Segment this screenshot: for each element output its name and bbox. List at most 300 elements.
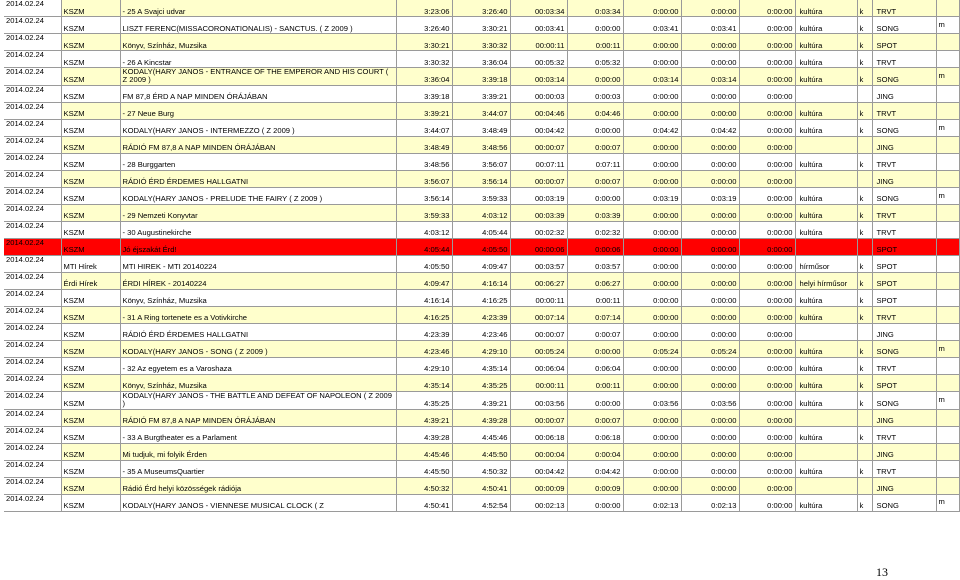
cell-duration-2: 0:00:07 [567,136,623,153]
cell-duration-3: 0:00:00 [623,306,681,323]
cell-start-time: 3:59:33 [396,204,452,221]
cell-date: 2014.02.24 [4,477,61,494]
cell-date: 2014.02.24 [4,170,61,187]
cell-start-time: 3:56:07 [396,170,452,187]
cell-genre: kultúra [795,426,857,443]
cell-k-flag: k [857,306,872,323]
cell-date: 2014.02.24 [4,17,61,34]
cell-duration-2: 0:00:07 [567,409,623,426]
table-row [4,409,959,426]
cell-k-flag: k [857,391,872,409]
cell-duration-5: 0:00:00 [739,477,795,494]
cell-title: KODALY(HARY JANOS - SONG ( Z 2009 ) [120,340,396,357]
cell-genre: kultúra [795,17,857,34]
cell-m-flag [936,306,959,323]
cell-type: SONG [872,494,936,511]
cell-date: 2014.02.24 [4,153,61,170]
cell-type: TRVT [872,460,936,477]
cell-k-flag: k [857,255,872,272]
cell-duration-5: 0:00:00 [739,204,795,221]
cell-genre: kultúra [795,340,857,357]
cell-k-flag [857,443,872,460]
cell-duration-2: 0:00:11 [567,289,623,306]
table-row [4,51,959,68]
cell-end-time: 4:45:46 [452,426,510,443]
cell-date: 2014.02.24 [4,255,61,272]
cell-genre [795,323,857,340]
cell-duration-3: 0:00:00 [623,170,681,187]
table-row [4,170,959,187]
cell-m-flag [936,136,959,153]
cell-type: TRVT [872,306,936,323]
cell-duration-3: 0:03:14 [623,68,681,86]
cell-genre: kultúra [795,460,857,477]
cell-k-flag [857,85,872,102]
cell-k-flag: k [857,374,872,391]
cell-title: Rádió Érd helyi közösségek rádiója [120,477,396,494]
cell-title: KODALY(HARY JANOS - INTERMEZZO ( Z 2009 ) [120,119,396,136]
cell-genre [795,136,857,153]
cell-duration-4: 0:00:00 [681,460,739,477]
cell-date: 2014.02.24 [4,187,61,204]
cell-date: 2014.02.24 [4,34,61,51]
table-row [4,0,959,17]
cell-genre [795,409,857,426]
cell-date: 2014.02.24 [4,391,61,409]
cell-duration-2: 0:00:00 [567,391,623,409]
cell-genre: kultúra [795,187,857,204]
cell-date: 2014.02.24 [4,289,61,306]
cell-title: RÁDIÓ ÉRD ÉRDEMES HALLGATNI [120,323,396,340]
cell-genre: kultúra [795,494,857,511]
cell-start-time: 4:39:21 [396,409,452,426]
cell-duration: 00:06:27 [510,272,567,289]
cell-title: - 30 Augustinekirche [120,221,396,238]
cell-duration-3: 0:00:00 [623,443,681,460]
cell-m-flag [936,323,959,340]
cell-duration-3: 0:00:00 [623,51,681,68]
cell-title: - 29 Nemzeti Konyvtar [120,204,396,221]
cell-end-time: 4:16:25 [452,289,510,306]
cell-duration-3: 0:00:00 [623,357,681,374]
cell-duration-2: 0:07:11 [567,153,623,170]
cell-date: 2014.02.24 [4,238,61,255]
cell-k-flag: k [857,187,872,204]
cell-duration-5: 0:00:00 [739,170,795,187]
cell-duration-2: 0:00:00 [567,17,623,34]
cell-date: 2014.02.24 [4,494,61,511]
cell-m-flag: m [936,340,959,357]
cell-genre: kultúra [795,374,857,391]
cell-m-flag: m [936,68,959,86]
cell-type: SONG [872,119,936,136]
cell-duration-2: 0:00:09 [567,477,623,494]
cell-title: LISZT FERENC(MISSACORONATIONALIS) - SANCTUS. ( Z 2009 ) [120,17,396,34]
cell-m-flag [936,255,959,272]
cell-m-flag [936,85,959,102]
cell-date: 2014.02.24 [4,460,61,477]
cell-end-time: 3:39:21 [452,85,510,102]
table-row [4,357,959,374]
cell-end-time: 4:35:25 [452,374,510,391]
cell-m-flag [936,51,959,68]
cell-type: SPOT [872,374,936,391]
cell-duration-2: 0:00:00 [567,119,623,136]
cell-duration: 00:00:11 [510,289,567,306]
cell-duration-4: 0:00:00 [681,306,739,323]
cell-duration-5: 0:00:00 [739,17,795,34]
cell-duration-5: 0:00:00 [739,119,795,136]
cell-k-flag [857,477,872,494]
cell-duration-3: 0:00:00 [623,85,681,102]
cell-end-time: 4:50:41 [452,477,510,494]
cell-start-time: 4:45:46 [396,443,452,460]
cell-start-time: 4:50:41 [396,494,452,511]
cell-duration-3: 0:03:41 [623,17,681,34]
cell-duration-3: 0:00:00 [623,102,681,119]
cell-duration-5: 0:00:00 [739,187,795,204]
table-row [4,187,959,204]
cell-duration-3: 0:00:00 [623,204,681,221]
cell-duration-3: 0:00:00 [623,426,681,443]
cell-duration-5: 0:00:00 [739,409,795,426]
cell-channel: KSZM [61,494,120,511]
cell-genre [795,477,857,494]
cell-type: SPOT [872,238,936,255]
cell-k-flag: k [857,34,872,51]
cell-type: SONG [872,340,936,357]
table-row [4,443,959,460]
cell-date: 2014.02.24 [4,68,61,86]
cell-date: 2014.02.24 [4,443,61,460]
cell-start-time: 4:23:39 [396,323,452,340]
cell-k-flag [857,170,872,187]
cell-title: - 28 Burggarten [120,153,396,170]
cell-date: 2014.02.24 [4,306,61,323]
cell-duration-5: 0:00:00 [739,494,795,511]
cell-duration-2: 0:07:14 [567,306,623,323]
cell-duration-3: 0:00:00 [623,409,681,426]
cell-duration: 00:02:13 [510,494,567,511]
table-row [4,289,959,306]
cell-date: 2014.02.24 [4,136,61,153]
cell-duration-4: 0:00:00 [681,374,739,391]
cell-duration-4: 0:00:00 [681,51,739,68]
cell-channel: KSZM [61,306,120,323]
cell-duration-4: 0:00:00 [681,153,739,170]
cell-end-time: 3:30:32 [452,34,510,51]
cell-duration-5: 0:00:00 [739,426,795,443]
cell-type: JING [872,136,936,153]
cell-duration-3: 0:00:00 [623,34,681,51]
cell-type: SONG [872,68,936,86]
cell-duration-3: 0:00:00 [623,477,681,494]
cell-duration-2: 0:06:04 [567,357,623,374]
cell-duration-2: 0:00:07 [567,170,623,187]
cell-k-flag: k [857,119,872,136]
cell-duration-3: 0:00:00 [623,238,681,255]
cell-duration-2: 0:04:46 [567,102,623,119]
cell-date: 2014.02.24 [4,221,61,238]
cell-channel: KSZM [61,221,120,238]
table-row [4,204,959,221]
cell-duration-2: 0:00:00 [567,494,623,511]
cell-channel: KSZM [61,443,120,460]
cell-duration-5: 0:00:00 [739,289,795,306]
cell-channel: KSZM [61,289,120,306]
cell-duration-4: 0:00:00 [681,443,739,460]
cell-duration-2: 0:03:39 [567,204,623,221]
table-row [4,374,959,391]
cell-m-flag [936,34,959,51]
table-row [4,460,959,477]
cell-m-flag [936,426,959,443]
cell-duration-4: 0:00:00 [681,204,739,221]
cell-m-flag [936,272,959,289]
cell-duration-5: 0:00:00 [739,272,795,289]
cell-duration-2: 0:00:11 [567,34,623,51]
cell-m-flag [936,238,959,255]
cell-duration-4: 0:03:41 [681,17,739,34]
table-row [4,153,959,170]
cell-title: - 26 A Kincstar [120,51,396,68]
cell-start-time: 4:05:50 [396,255,452,272]
cell-type: SPOT [872,255,936,272]
cell-end-time: 4:39:21 [452,391,510,409]
cell-genre [795,85,857,102]
cell-m-flag [936,443,959,460]
cell-duration-5: 0:00:00 [739,68,795,86]
cell-genre: kultúra [795,221,857,238]
cell-channel: KSZM [61,204,120,221]
cell-date: 2014.02.24 [4,85,61,102]
cell-genre [795,170,857,187]
cell-genre: kultúra [795,34,857,51]
cell-genre: kultúra [795,306,857,323]
cell-k-flag: k [857,0,872,17]
cell-duration-4: 0:00:00 [681,34,739,51]
cell-duration-2: 0:00:11 [567,374,623,391]
cell-k-flag [857,323,872,340]
cell-duration-5: 0:00:00 [739,306,795,323]
cell-m-flag [936,409,959,426]
table-row [4,136,959,153]
cell-genre: hírműsor [795,255,857,272]
cell-title: - 35 A MuseumsQuartier [120,460,396,477]
cell-end-time: 3:56:14 [452,170,510,187]
cell-end-time: 3:59:33 [452,187,510,204]
cell-k-flag: k [857,153,872,170]
cell-duration-2: 0:05:32 [567,51,623,68]
cell-duration: 00:05:24 [510,340,567,357]
cell-k-flag: k [857,289,872,306]
table-row [4,34,959,51]
cell-duration-5: 0:00:00 [739,34,795,51]
cell-channel: KSZM [61,51,120,68]
table-row [4,477,959,494]
cell-m-flag [936,0,959,17]
cell-duration: 00:03:56 [510,391,567,409]
cell-duration: 00:04:42 [510,460,567,477]
cell-duration-4: 0:00:00 [681,85,739,102]
cell-start-time: 4:35:14 [396,374,452,391]
cell-duration-3: 0:02:13 [623,494,681,511]
cell-k-flag: k [857,51,872,68]
cell-end-time: 4:05:50 [452,238,510,255]
cell-date: 2014.02.24 [4,272,61,289]
cell-channel: KSZM [61,357,120,374]
cell-start-time: 3:39:18 [396,85,452,102]
cell-date: 2014.02.24 [4,357,61,374]
cell-end-time: 4:29:10 [452,340,510,357]
table-row [4,494,959,511]
cell-title: RÁDIÓ FM 87,8 A NAP MINDEN ÓRÁJÁBAN [120,136,396,153]
cell-duration-4: 0:03:14 [681,68,739,86]
cell-channel: KSZM [61,374,120,391]
cell-type: TRVT [872,426,936,443]
cell-type: TRVT [872,153,936,170]
cell-title: KODALY(HARY JANOS - VIENNESE MUSICAL CLOCK ( Z [120,494,396,511]
cell-duration-4: 0:00:00 [681,477,739,494]
cell-genre: kultúra [795,153,857,170]
cell-m-flag [936,102,959,119]
cell-duration-5: 0:00:00 [739,0,795,17]
cell-m-flag [936,460,959,477]
cell-start-time: 3:36:04 [396,68,452,86]
cell-duration-2: 0:04:42 [567,460,623,477]
cell-end-time: 3:44:07 [452,102,510,119]
cell-duration: 00:05:32 [510,51,567,68]
cell-duration-3: 0:00:00 [623,153,681,170]
cell-title: RÁDIÓ FM 87,8 A NAP MINDEN ÓRÁJÁBAN [120,409,396,426]
cell-duration-2: 0:06:18 [567,426,623,443]
cell-genre: kultúra [795,68,857,86]
cell-duration-2: 0:00:04 [567,443,623,460]
cell-end-time: 4:39:28 [452,409,510,426]
cell-genre: kultúra [795,357,857,374]
cell-date: 2014.02.24 [4,374,61,391]
cell-m-flag [936,289,959,306]
cell-duration-3: 0:03:19 [623,187,681,204]
cell-m-flag: m [936,494,959,511]
cell-k-flag: k [857,204,872,221]
cell-duration: 00:03:14 [510,68,567,86]
cell-duration: 00:00:07 [510,136,567,153]
table-row [4,119,959,136]
cell-title: - 25 A Svajci udvar [120,0,396,17]
cell-channel: Érdi Hírek [61,272,120,289]
cell-genre: kultúra [795,0,857,17]
cell-type: TRVT [872,204,936,221]
cell-channel: KSZM [61,136,120,153]
cell-k-flag: k [857,357,872,374]
cell-duration: 00:00:11 [510,374,567,391]
cell-title: KODALY(HARY JANOS - ENTRANCE OF THE EMPEROR AND HIS COURT ( Z 2009 ) [120,68,396,86]
cell-k-flag [857,409,872,426]
cell-duration-4: 0:00:00 [681,409,739,426]
cell-duration-5: 0:00:00 [739,136,795,153]
cell-duration-2: 0:06:27 [567,272,623,289]
cell-end-time: 4:03:12 [452,204,510,221]
cell-title: - 27 Neue Burg [120,102,396,119]
cell-m-flag: m [936,119,959,136]
cell-duration: 00:03:19 [510,187,567,204]
cell-type: JING [872,323,936,340]
cell-date: 2014.02.24 [4,204,61,221]
cell-duration: 00:00:07 [510,323,567,340]
cell-duration-5: 0:00:00 [739,221,795,238]
cell-duration: 00:03:57 [510,255,567,272]
cell-type: JING [872,477,936,494]
cell-end-time: 4:16:14 [452,272,510,289]
cell-duration: 00:00:07 [510,409,567,426]
cell-channel: KSZM [61,68,120,86]
cell-duration-5: 0:00:00 [739,340,795,357]
cell-duration-5: 0:00:00 [739,255,795,272]
cell-duration: 00:00:04 [510,443,567,460]
cell-duration-3: 0:00:00 [623,323,681,340]
cell-duration-2: 0:03:34 [567,0,623,17]
cell-channel: KSZM [61,426,120,443]
cell-channel: KSZM [61,0,120,17]
table-row [4,221,959,238]
cell-end-time: 3:48:49 [452,119,510,136]
cell-channel: KSZM [61,17,120,34]
cell-end-time: 4:23:39 [452,306,510,323]
cell-end-time: 4:45:50 [452,443,510,460]
cell-duration-3: 0:00:00 [623,272,681,289]
cell-m-flag: m [936,187,959,204]
cell-duration: 00:00:06 [510,238,567,255]
cell-duration: 00:06:18 [510,426,567,443]
cell-duration-4: 0:00:00 [681,238,739,255]
cell-duration: 00:06:04 [510,357,567,374]
cell-duration-4: 0:00:00 [681,323,739,340]
cell-title: KODALY(HARY JANOS - THE BATTLE AND DEFEAT OF NAPOLEON ( Z 2009 ) [120,391,396,409]
cell-channel: KSZM [61,119,120,136]
cell-type: SONG [872,391,936,409]
cell-duration-4: 0:00:00 [681,0,739,17]
cell-m-flag [936,170,959,187]
cell-end-time: 4:09:47 [452,255,510,272]
cell-duration: 00:02:32 [510,221,567,238]
cell-title: RÁDIÓ ÉRD ÉRDEMES HALLGATNI [120,170,396,187]
cell-duration: 00:07:11 [510,153,567,170]
cell-duration-3: 0:00:00 [623,289,681,306]
cell-channel: KSZM [61,34,120,51]
cell-duration-2: 0:00:00 [567,340,623,357]
cell-channel: KSZM [61,187,120,204]
cell-duration: 00:00:07 [510,170,567,187]
cell-duration: 00:07:14 [510,306,567,323]
cell-title: Könyv, Színház, Muzsika [120,289,396,306]
cell-genre: kultúra [795,102,857,119]
cell-type: JING [872,443,936,460]
cell-title: KODALY(HARY JANOS - PRELUDE THE FAIRY ( Z 2009 ) [120,187,396,204]
cell-start-time: 3:56:14 [396,187,452,204]
cell-end-time: 3:30:21 [452,17,510,34]
cell-channel: KSZM [61,409,120,426]
cell-duration-2: 0:02:32 [567,221,623,238]
cell-type: SPOT [872,34,936,51]
table-row [4,340,959,357]
table-row [4,272,959,289]
cell-m-flag [936,204,959,221]
cell-duration-5: 0:00:00 [739,51,795,68]
cell-k-flag [857,136,872,153]
cell-m-flag: m [936,17,959,34]
cell-type: TRVT [872,0,936,17]
